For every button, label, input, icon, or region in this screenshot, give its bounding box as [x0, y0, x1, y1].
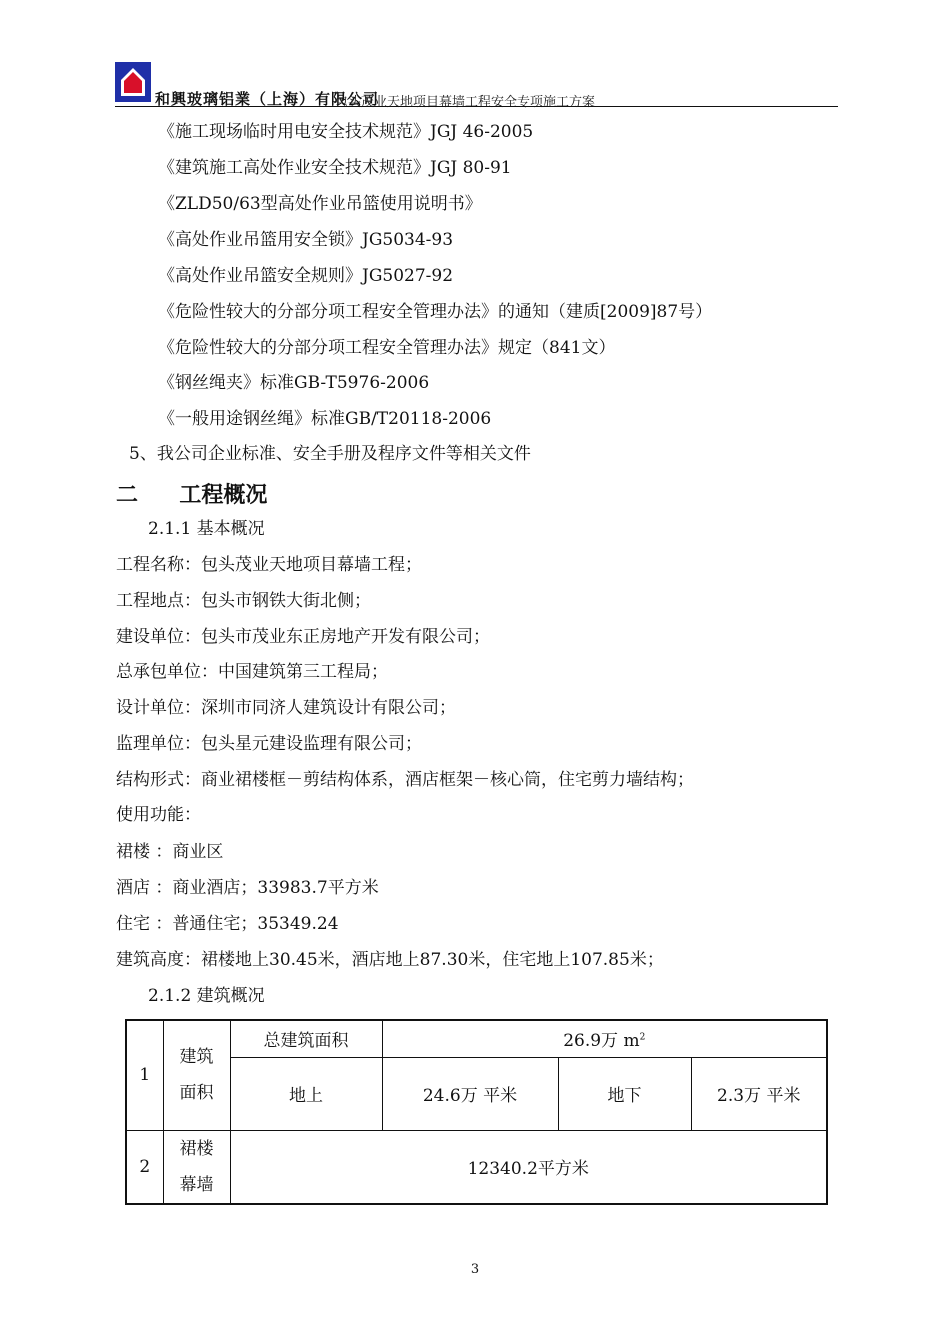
- reference-item: 《危险性较大的分部分项工程安全管理办法》的通知（建质[2009]87号）: [158, 302, 713, 322]
- reference-item: 《高处作业吊篮用安全锁》JG5034-93: [158, 230, 454, 250]
- subsection-heading: 2.1.2 建筑概况: [148, 986, 265, 1006]
- reference-item: 《建筑施工高处作业安全技术规范》JGJ 80-91: [158, 158, 512, 178]
- reference-item: 《高处作业吊篮安全规则》JG5027-92: [158, 266, 454, 286]
- below-ground-value: 2.3万 平米: [691, 1057, 827, 1130]
- row-label-cell: [163, 1020, 230, 1130]
- row-label-cell: [163, 1130, 230, 1204]
- section-number: 二: [116, 483, 139, 508]
- total-area-label: 总建筑面积: [230, 1020, 382, 1057]
- table-row: [126, 1057, 827, 1130]
- header-rule: [115, 106, 838, 107]
- subsection-heading: 2.1.1 基本概况: [148, 519, 265, 539]
- area-unit-superscript: 2: [639, 1032, 646, 1043]
- total-area-value-text: 26.9万 m: [563, 1031, 640, 1052]
- overview-line: 酒店 ：商业酒店；33983.7平方米: [116, 878, 379, 898]
- row-label-line: 裙楼: [179, 1138, 214, 1159]
- overview-line: 使用功能：: [116, 805, 201, 825]
- overview-line: 住宅 ：普通住宅；35349.24: [116, 914, 339, 934]
- section-heading: [116, 478, 267, 509]
- above-ground-label: 地上: [230, 1057, 382, 1130]
- reference-item: 《危险性较大的分部分项工程安全管理办法》规定（841文）: [158, 338, 616, 358]
- reference-item: 《钢丝绳夹》标准GB-T5976-2006: [158, 373, 430, 393]
- overview-line: 建设单位：包头市茂业东正房地产开发有限公司；: [116, 627, 490, 647]
- row-label-line: 幕墙: [179, 1174, 214, 1195]
- row-number-cell: 1: [126, 1020, 163, 1130]
- overview-line: 裙楼 ：商业区: [116, 842, 224, 862]
- row-number-cell: 2: [126, 1130, 163, 1204]
- page-header: [115, 62, 838, 108]
- building-overview-table: [125, 1019, 828, 1205]
- reference-item: 《施工现场临时用电安全技术规范》JGJ 46-2005: [158, 122, 534, 142]
- overview-line: 工程地点：包头市钢铁大街北侧；: [116, 591, 371, 611]
- overview-line: 设计单位：深圳市同济人建筑设计有限公司；: [116, 698, 456, 718]
- reference-item: 《ZLD50/63型高处作业吊篮使用说明书》: [158, 194, 482, 214]
- below-ground-label: 地下: [558, 1057, 691, 1130]
- item-5: 5、我公司企业标准、安全手册及程序文件等相关文件: [129, 444, 531, 464]
- reference-item: 《一般用途钢丝绳》标准GB/T20118-2006: [158, 409, 492, 429]
- company-name: 和興玻璃铝業（上海）有限公司: [155, 90, 380, 108]
- overview-line: 总承包单位：中国建筑第三工程局；: [116, 662, 388, 682]
- row-label-line: 建筑: [179, 1047, 214, 1068]
- overview-line: 工程名称：包头茂业天地项目幕墙工程；: [116, 555, 422, 575]
- overview-line: 结构形式：商业裙楼框－剪结构体系，酒店框架－核心筒，住宅剪力墙结构；: [116, 770, 694, 790]
- section-title: 工程概况: [179, 483, 268, 508]
- company-logo-icon: [115, 62, 151, 102]
- page-number: 3: [470, 1262, 480, 1277]
- table-row: [126, 1130, 827, 1204]
- overview-line: 建筑高度：裙楼地上30.45米，酒店地上87.30米，住宅地上107.85米；: [116, 950, 664, 970]
- document-title: 包头茂业天地项目幕墙工程安全专项施工方案: [335, 95, 596, 110]
- row-label-line: 面积: [179, 1083, 214, 1104]
- table-row: [126, 1020, 827, 1057]
- podium-curtain-wall-area: 12340.2平方米: [230, 1130, 827, 1204]
- above-ground-value: 24.6万 平米: [382, 1057, 558, 1130]
- overview-line: 监理单位：包头星元建设监理有限公司；: [116, 734, 422, 754]
- total-area-value: [382, 1020, 827, 1057]
